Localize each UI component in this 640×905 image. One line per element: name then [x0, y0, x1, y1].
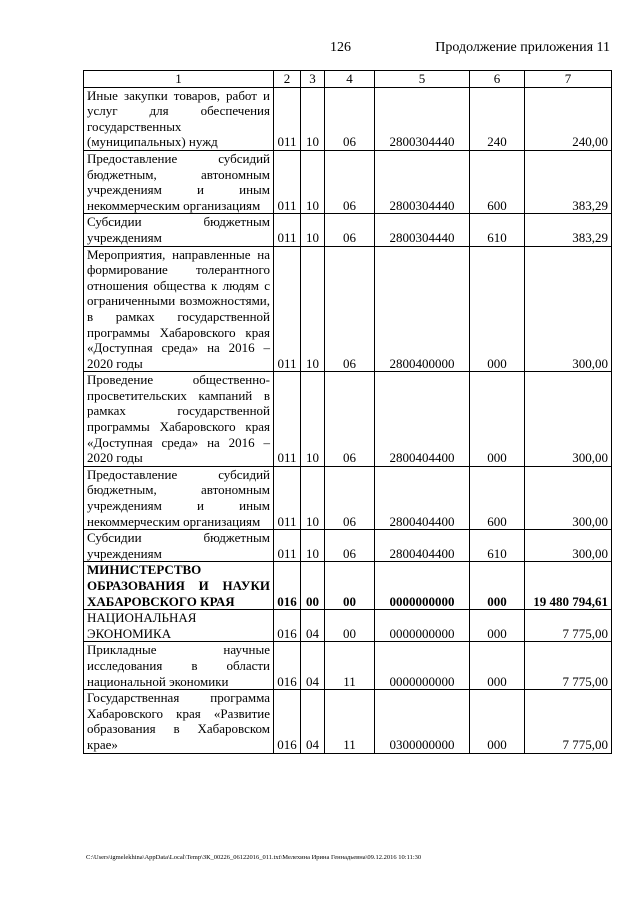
column-number: 5: [375, 71, 470, 88]
amount: 300,00: [525, 246, 612, 372]
department-code: 011: [274, 530, 301, 562]
amount: 383,29: [525, 150, 612, 213]
target-article-code: 2800404400: [375, 466, 470, 529]
subsection-code: 06: [325, 530, 375, 562]
subsection-code: 06: [325, 214, 375, 246]
budget-table: [83, 70, 612, 754]
column-number: 7: [525, 71, 612, 88]
target-article-code: 2800304440: [375, 214, 470, 246]
amount: 19 480 794,61: [525, 562, 612, 610]
subsection-code: 06: [325, 246, 375, 372]
column-number: 1: [84, 71, 274, 88]
column-number: 4: [325, 71, 375, 88]
budget-item-name: Иные закупки товаров, работ и услуг для обеспечения государственных (муниципальных) нужд: [84, 87, 274, 150]
target-article-code: 0000000000: [375, 610, 470, 642]
table-row: [84, 150, 612, 213]
budget-item-name: Субсидии бюджетным учреждениям: [84, 530, 274, 562]
table-row: [84, 690, 612, 753]
subsection-code: 06: [325, 466, 375, 529]
appendix-continuation-title: Продолжение приложения 11: [435, 40, 610, 55]
table-row: [84, 87, 612, 150]
section-code: 04: [301, 610, 325, 642]
department-code: 011: [274, 466, 301, 529]
target-article-code: 2800304440: [375, 150, 470, 213]
target-article-code: 2800304440: [375, 87, 470, 150]
page-number: 126: [330, 40, 351, 55]
budget-item-name: Предоставление субсидий бюджетным, автономным учреждениям и иным некоммерческим организациям: [84, 466, 274, 529]
amount: 383,29: [525, 214, 612, 246]
table-row: [84, 246, 612, 372]
table-row: [84, 466, 612, 529]
amount: 7 775,00: [525, 642, 612, 690]
budget-item-name: МИНИСТЕРСТВО ОБРАЗОВАНИЯ И НАУКИ ХАБАРОВСКОГО КРАЯ: [84, 562, 274, 610]
expense-type-code: 000: [470, 246, 525, 372]
amount: 7 775,00: [525, 690, 612, 753]
expense-type-code: 610: [470, 214, 525, 246]
section-code: 10: [301, 246, 325, 372]
expense-type-code: 000: [470, 690, 525, 753]
target-article-code: 2800404400: [375, 372, 470, 467]
expense-type-code: 610: [470, 530, 525, 562]
budget-item-name: Субсидии бюджетным учреждениям: [84, 214, 274, 246]
section-code: 10: [301, 466, 325, 529]
budget-item-name: Предоставление субсидий бюджетным, автономным учреждениям и иным некоммерческим организациям: [84, 150, 274, 213]
expense-type-code: 600: [470, 466, 525, 529]
subsection-code: 06: [325, 150, 375, 213]
budget-item-name: Прикладные научные исследования в области национальной экономики: [84, 642, 274, 690]
section-code: 10: [301, 87, 325, 150]
department-code: 011: [274, 87, 301, 150]
budget-item-name: Проведение общественно-просветительских кампаний в рамках государственной программы Хабаровского края «Доступная среда» на 2016 – 2020 годы: [84, 372, 274, 467]
department-code: 011: [274, 214, 301, 246]
expense-type-code: 000: [470, 372, 525, 467]
department-code: 016: [274, 642, 301, 690]
department-code: 011: [274, 372, 301, 467]
section-code: 00: [301, 562, 325, 610]
table-row: [84, 610, 612, 642]
expense-type-code: 240: [470, 87, 525, 150]
target-article-code: 2800400000: [375, 246, 470, 372]
section-code: 10: [301, 214, 325, 246]
subsection-code: 11: [325, 642, 375, 690]
subsection-code: 11: [325, 690, 375, 753]
subsection-code: 00: [325, 562, 375, 610]
department-code: 016: [274, 610, 301, 642]
section-code: 04: [301, 642, 325, 690]
table-row: [84, 562, 612, 610]
target-article-code: 2800404400: [375, 530, 470, 562]
column-number: 3: [301, 71, 325, 88]
amount: 300,00: [525, 372, 612, 467]
expense-type-code: 000: [470, 642, 525, 690]
column-number-row: [84, 71, 612, 88]
table-row: [84, 642, 612, 690]
expense-type-code: 000: [470, 562, 525, 610]
column-number: 6: [470, 71, 525, 88]
column-number: 2: [274, 71, 301, 88]
table-row: [84, 214, 612, 246]
target-article-code: 0000000000: [375, 642, 470, 690]
department-code: 011: [274, 246, 301, 372]
amount: 300,00: [525, 466, 612, 529]
budget-item-name: НАЦИОНАЛЬНАЯ ЭКОНОМИКА: [84, 610, 274, 642]
department-code: 016: [274, 690, 301, 753]
budget-item-name: Государственная программа Хабаровского края «Развитие образования в Хабаровском крае»: [84, 690, 274, 753]
target-article-code: 0300000000: [375, 690, 470, 753]
amount: 7 775,00: [525, 610, 612, 642]
department-code: 016: [274, 562, 301, 610]
table-row: [84, 372, 612, 467]
section-code: 04: [301, 690, 325, 753]
section-code: 10: [301, 530, 325, 562]
subsection-code: 06: [325, 372, 375, 467]
subsection-code: 06: [325, 87, 375, 150]
department-code: 011: [274, 150, 301, 213]
amount: 300,00: [525, 530, 612, 562]
target-article-code: 0000000000: [375, 562, 470, 610]
file-path-footer: C:\Users\igmelekhina\AppData\Local\Temp\ЗК_00226_06122016_011.txt\Мелехина Ирина Геннадьевна\09.12.2016 10:11:30: [86, 854, 422, 861]
expense-type-code: 600: [470, 150, 525, 213]
budget-item-name: Мероприятия, направленные на формирование толерантного отношения общества к людям с ограниченными возможностями, в рамках государственной программы Хабаровского края «Доступная среда» на 2016 – 2020 годы: [84, 246, 274, 372]
section-code: 10: [301, 150, 325, 213]
amount: 240,00: [525, 87, 612, 150]
expense-type-code: 000: [470, 610, 525, 642]
table-row: [84, 530, 612, 562]
section-code: 10: [301, 372, 325, 467]
subsection-code: 00: [325, 610, 375, 642]
